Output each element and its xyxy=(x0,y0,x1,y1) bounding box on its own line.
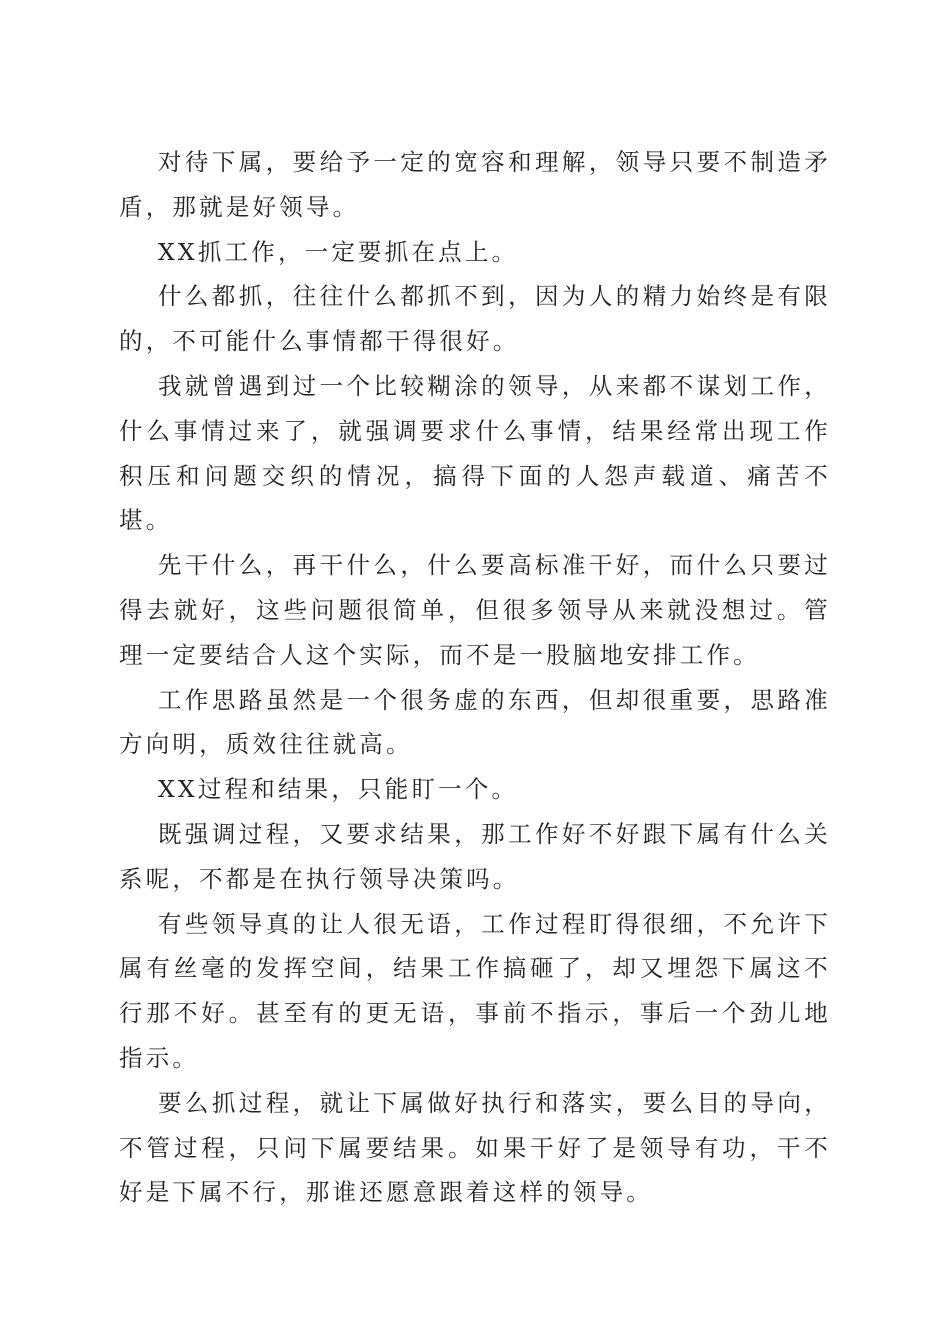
document-page xyxy=(119,140,831,1215)
paragraph-5: 先干什么，再干什么，什么要高标准干好，而什么只要过得去就好，这些问题很简单，但很多领导从来就没想过。管理一定要结合人这个实际，而不是一股脑地安排工作。 xyxy=(119,551,831,669)
paragraph-9: 有些领导真的让人很无语，工作过程盯得很细，不允许下属有丝毫的发挥空间，结果工作搞砸了，却又埋怨下属这不行那不好。甚至有的更无语，事前不指示，事后一个劲儿地指示。 xyxy=(119,909,831,1072)
paragraph-1: 对待下属，要给予一定的宽容和理解，领导只要不制造矛盾，那就是好领导。 xyxy=(119,148,831,221)
paragraph-7-heading: XX过程和结果，只能盯一个。 xyxy=(158,775,519,804)
paragraph-8: 既强调过程，又要求结果，那工作好不好跟下属有什么关系呢，不都是在执行领导决策吗。 xyxy=(119,819,831,893)
paragraph-4: 我就曾遇到过一个比较糊涂的领导，从来都不谋划工作，什么事情过来了，就强调要求什么事情，结果经常出现工作积压和问题交织的情况，搞得下面的人怨声载道、痛苦不堪。 xyxy=(119,371,831,535)
paragraph-3: 什么都抓，往往什么都抓不到，因为人的精力始终是有限的，不可能什么事情都干得很好。 xyxy=(119,282,831,356)
paragraph-6: 工作思路虽然是一个很务虚的东西，但却很重要，思路准方向明，质效往往就高。 xyxy=(119,685,831,759)
paragraph-10: 要么抓过程，就让下属做好执行和落实，要么目的导向，不管过程，只问下属要结果。如果干好了是领导有功，干不好是下属不行，那谁还愿意跟着这样的领导。 xyxy=(119,1088,831,1207)
paragraph-2-heading: XX抓工作，一定要抓在点上。 xyxy=(158,237,519,266)
